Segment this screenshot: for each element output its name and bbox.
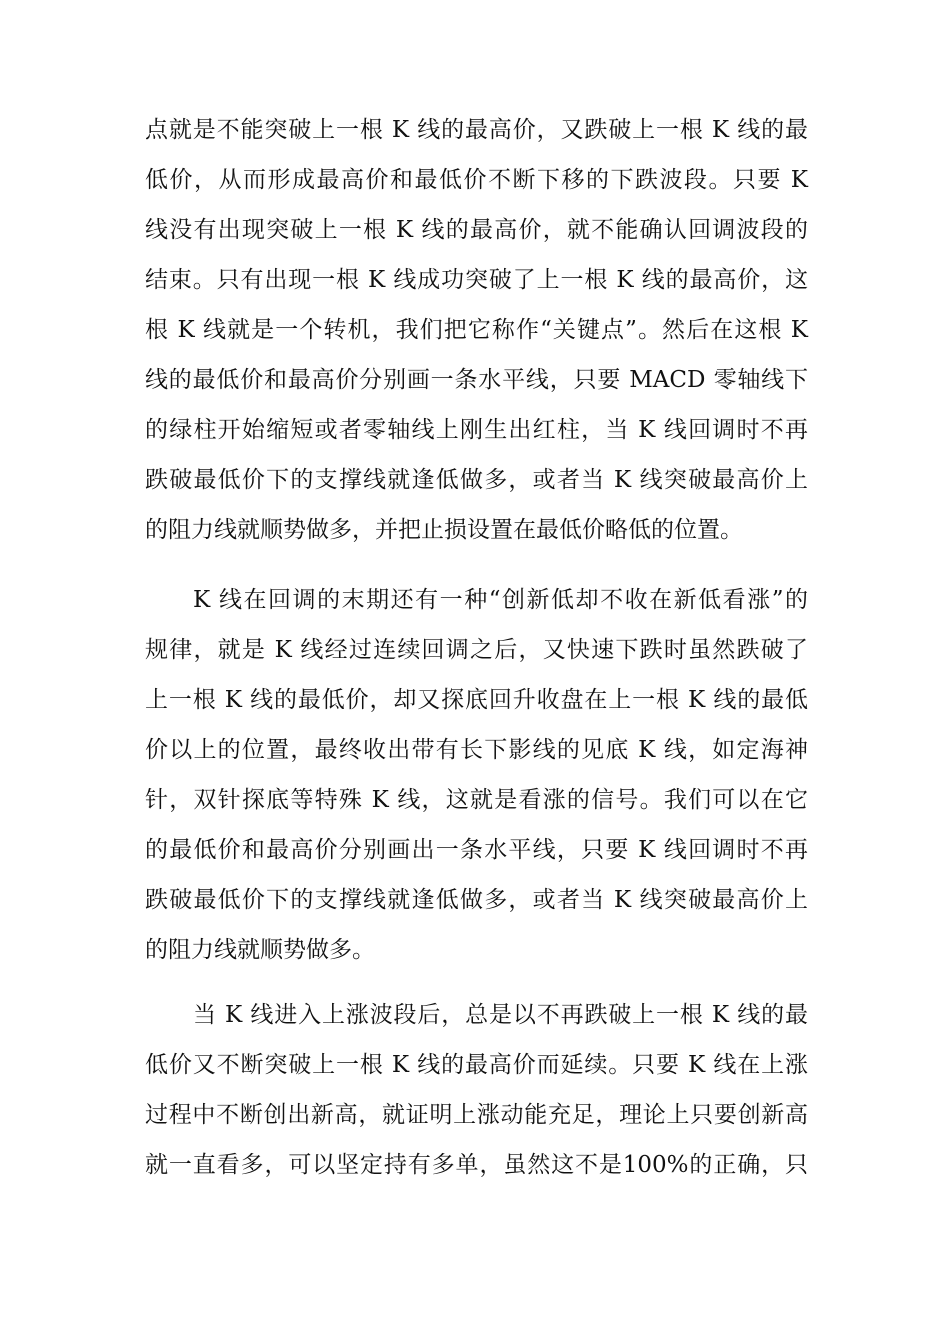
text-line: 就一直看多，可以坚定持有多单，虽然这不是100%的正确，只 [145,1152,808,1178]
text-line: 上一根 K 线的最低价，却又探底回升收盘在上一根 K 线的最低 [145,687,808,713]
text-line: 的阻力线就顺势做多，并把止损设置在最低价略低的位置。 [145,517,743,543]
text-line: 根 K 线就是一个转机，我们把它称作“关键点”。然后在这根 K [145,317,808,343]
text-line: K 线在回调的末期还有一种“创新低却不收在新低看涨”的 [193,587,808,613]
text-line: 的最低价和最高价分别画出一条水平线，只要 K 线回调时不再 [145,837,808,863]
text-line: 的绿柱开始缩短或者零轴线上刚生出红柱，当 K 线回调时不再 [145,417,808,443]
text-line: 跌破最低价下的支撑线就逢低做多，或者当 K 线突破最高价上 [145,887,808,913]
text-line: 过程中不断创出新高，就证明上涨动能充足，理论上只要创新高 [145,1102,808,1128]
text-line: 跌破最低价下的支撑线就逢低做多，或者当 K 线突破最高价上 [145,467,808,493]
text-line: 低价，从而形成最高价和最低价不断下移的下跌波段。只要 K [145,167,808,193]
text-line: 低价又不断突破上一根 K 线的最高价而延续。只要 K 线在上涨 [145,1052,808,1078]
text-line: 当 K 线进入上涨波段后，总是以不再跌破上一根 K 线的最 [193,1002,808,1028]
text-line: 线的最低价和最高价分别画一条水平线，只要 MACD 零轴线下 [145,367,808,393]
text-line: 价以上的位置，最终收出带有长下影线的见底 K 线，如定海神 [145,737,808,763]
text-line: 针，双针探底等特殊 K 线，这就是看涨的信号。我们可以在它 [145,787,808,813]
text-line: 结束。只有出现一根 K 线成功突破了上一根 K 线的最高价，这 [145,267,808,293]
text-line: 规律，就是 K 线经过连续回调之后，又快速下跌时虽然跌破了 [145,637,808,663]
text-line: 线没有出现突破上一根 K 线的最高价，就不能确认回调波段的 [145,217,808,243]
text-line: 的阻力线就顺势做多。 [145,937,375,963]
text-line: 点就是不能突破上一根 K 线的最高价，又跌破上一根 K 线的最 [145,117,808,143]
